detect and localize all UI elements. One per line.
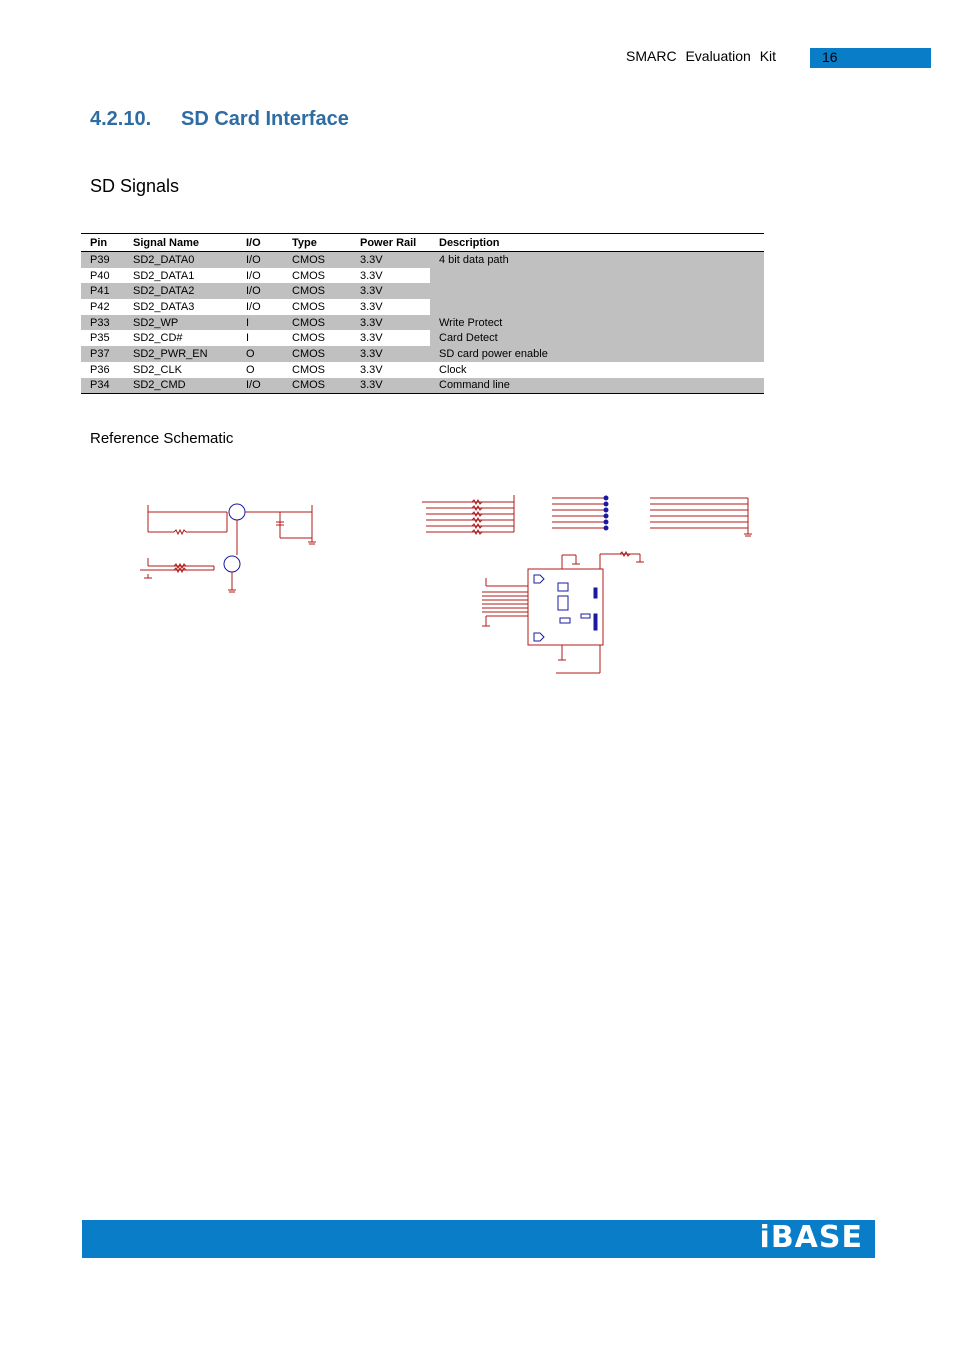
cell-type: CMOS xyxy=(292,300,325,313)
cell-pin: P37 xyxy=(81,346,124,362)
cell-signal: SD2_DATA3 xyxy=(133,300,195,313)
data-line-resistors xyxy=(422,495,514,534)
header-title: SMARC Evaluation Kit xyxy=(626,48,777,64)
cell-type: CMOS xyxy=(292,269,325,282)
cell-rail: 3.3V xyxy=(351,315,430,331)
cell-signal: SD2_CD# xyxy=(133,332,183,345)
sd-socket-symbol xyxy=(482,552,644,673)
pullup-network xyxy=(650,498,752,536)
cell-desc xyxy=(430,283,764,299)
cell-pin: P40 xyxy=(90,269,110,282)
header-power-rail: Power Rail xyxy=(351,234,430,252)
table-row xyxy=(81,378,764,394)
cell-io: I xyxy=(237,315,283,331)
cell-signal: SD2_WP xyxy=(124,315,237,331)
cell-signal: SD2_PWR_EN xyxy=(124,346,237,362)
cell-type: CMOS xyxy=(283,252,351,268)
cell-rail: 3.3V xyxy=(351,252,430,268)
reference-schematic-title: Reference Schematic xyxy=(90,430,234,447)
cell-rail: 3.3V xyxy=(351,346,430,362)
cell-rail: 3.3V xyxy=(351,378,430,394)
cell-pin: P33 xyxy=(81,315,124,331)
cell-io: I/O xyxy=(237,252,283,268)
cell-type: CMOS xyxy=(292,332,325,345)
header-type: Type xyxy=(283,234,351,252)
cell-desc: SD card power enable xyxy=(430,346,764,362)
cell-type: CMOS xyxy=(283,378,351,394)
cell-rail: 3.3V xyxy=(360,269,383,282)
cell-io: I/O xyxy=(246,300,261,313)
cell-signal: SD2_CLK xyxy=(133,363,182,376)
table-row xyxy=(81,283,764,299)
cell-io: I/O xyxy=(237,378,283,394)
cell-rail: 3.3V xyxy=(360,332,383,345)
cell-pin: P42 xyxy=(90,300,110,313)
table-row xyxy=(81,346,764,362)
cell-rail: 3.3V xyxy=(351,283,430,299)
cell-desc: Command line xyxy=(430,378,764,394)
cell-pin: P39 xyxy=(81,252,124,268)
cell-desc xyxy=(430,299,764,315)
cell-type: CMOS xyxy=(292,363,325,376)
cell-pin: P34 xyxy=(81,378,124,394)
cell-signal: SD2_DATA2 xyxy=(124,283,237,299)
table-row xyxy=(81,362,764,378)
cell-io: I xyxy=(246,332,250,345)
page-number: 16 xyxy=(822,49,838,65)
cell-desc: Clock xyxy=(430,362,764,378)
table-row xyxy=(81,330,764,346)
cell-desc xyxy=(430,268,764,284)
table-row xyxy=(81,268,764,284)
cell-type: CMOS xyxy=(283,315,351,331)
ibase-logo: iBASE xyxy=(759,1220,863,1255)
cell-pin: P35 xyxy=(90,332,110,345)
cell-io: O xyxy=(246,363,255,376)
reference-schematic xyxy=(130,490,760,690)
table-row xyxy=(81,299,764,315)
header-io: I/O xyxy=(237,234,283,252)
cell-desc: Card Detect xyxy=(430,330,764,346)
cell-rail: 3.3V xyxy=(360,300,383,313)
cell-io: I/O xyxy=(237,283,283,299)
section-title: SD Card Interface xyxy=(181,108,349,130)
subsection-title: SD Signals xyxy=(90,176,180,196)
esd-protection-array xyxy=(552,498,606,528)
cell-io: O xyxy=(237,346,283,362)
cell-signal: SD2_DATA1 xyxy=(133,269,195,282)
table-header-row xyxy=(81,234,764,252)
cell-type: CMOS xyxy=(283,346,351,362)
section-heading xyxy=(90,108,349,131)
power-switch-circuit xyxy=(140,504,316,592)
cell-pin: P41 xyxy=(81,283,124,299)
cell-pin: P36 xyxy=(90,363,110,376)
header-pin: Pin xyxy=(81,234,124,252)
header-description: Description xyxy=(430,234,764,252)
cell-desc: 4 bit data path xyxy=(430,252,764,268)
cell-desc: Write Protect xyxy=(430,315,764,331)
cell-signal: SD2_CMD xyxy=(124,378,237,394)
page-number-box xyxy=(810,48,931,68)
cell-type: CMOS xyxy=(283,283,351,299)
footer-bar xyxy=(82,1220,875,1258)
table-row xyxy=(81,315,764,331)
header-signal-name: Signal Name xyxy=(124,234,237,252)
cell-rail: 3.3V xyxy=(360,363,383,376)
cell-signal: SD2_DATA0 xyxy=(124,252,237,268)
section-number: 4.2.10. xyxy=(90,108,152,130)
cell-io: I/O xyxy=(246,269,261,282)
table-row xyxy=(81,252,764,268)
sd-signals-table xyxy=(81,233,764,394)
